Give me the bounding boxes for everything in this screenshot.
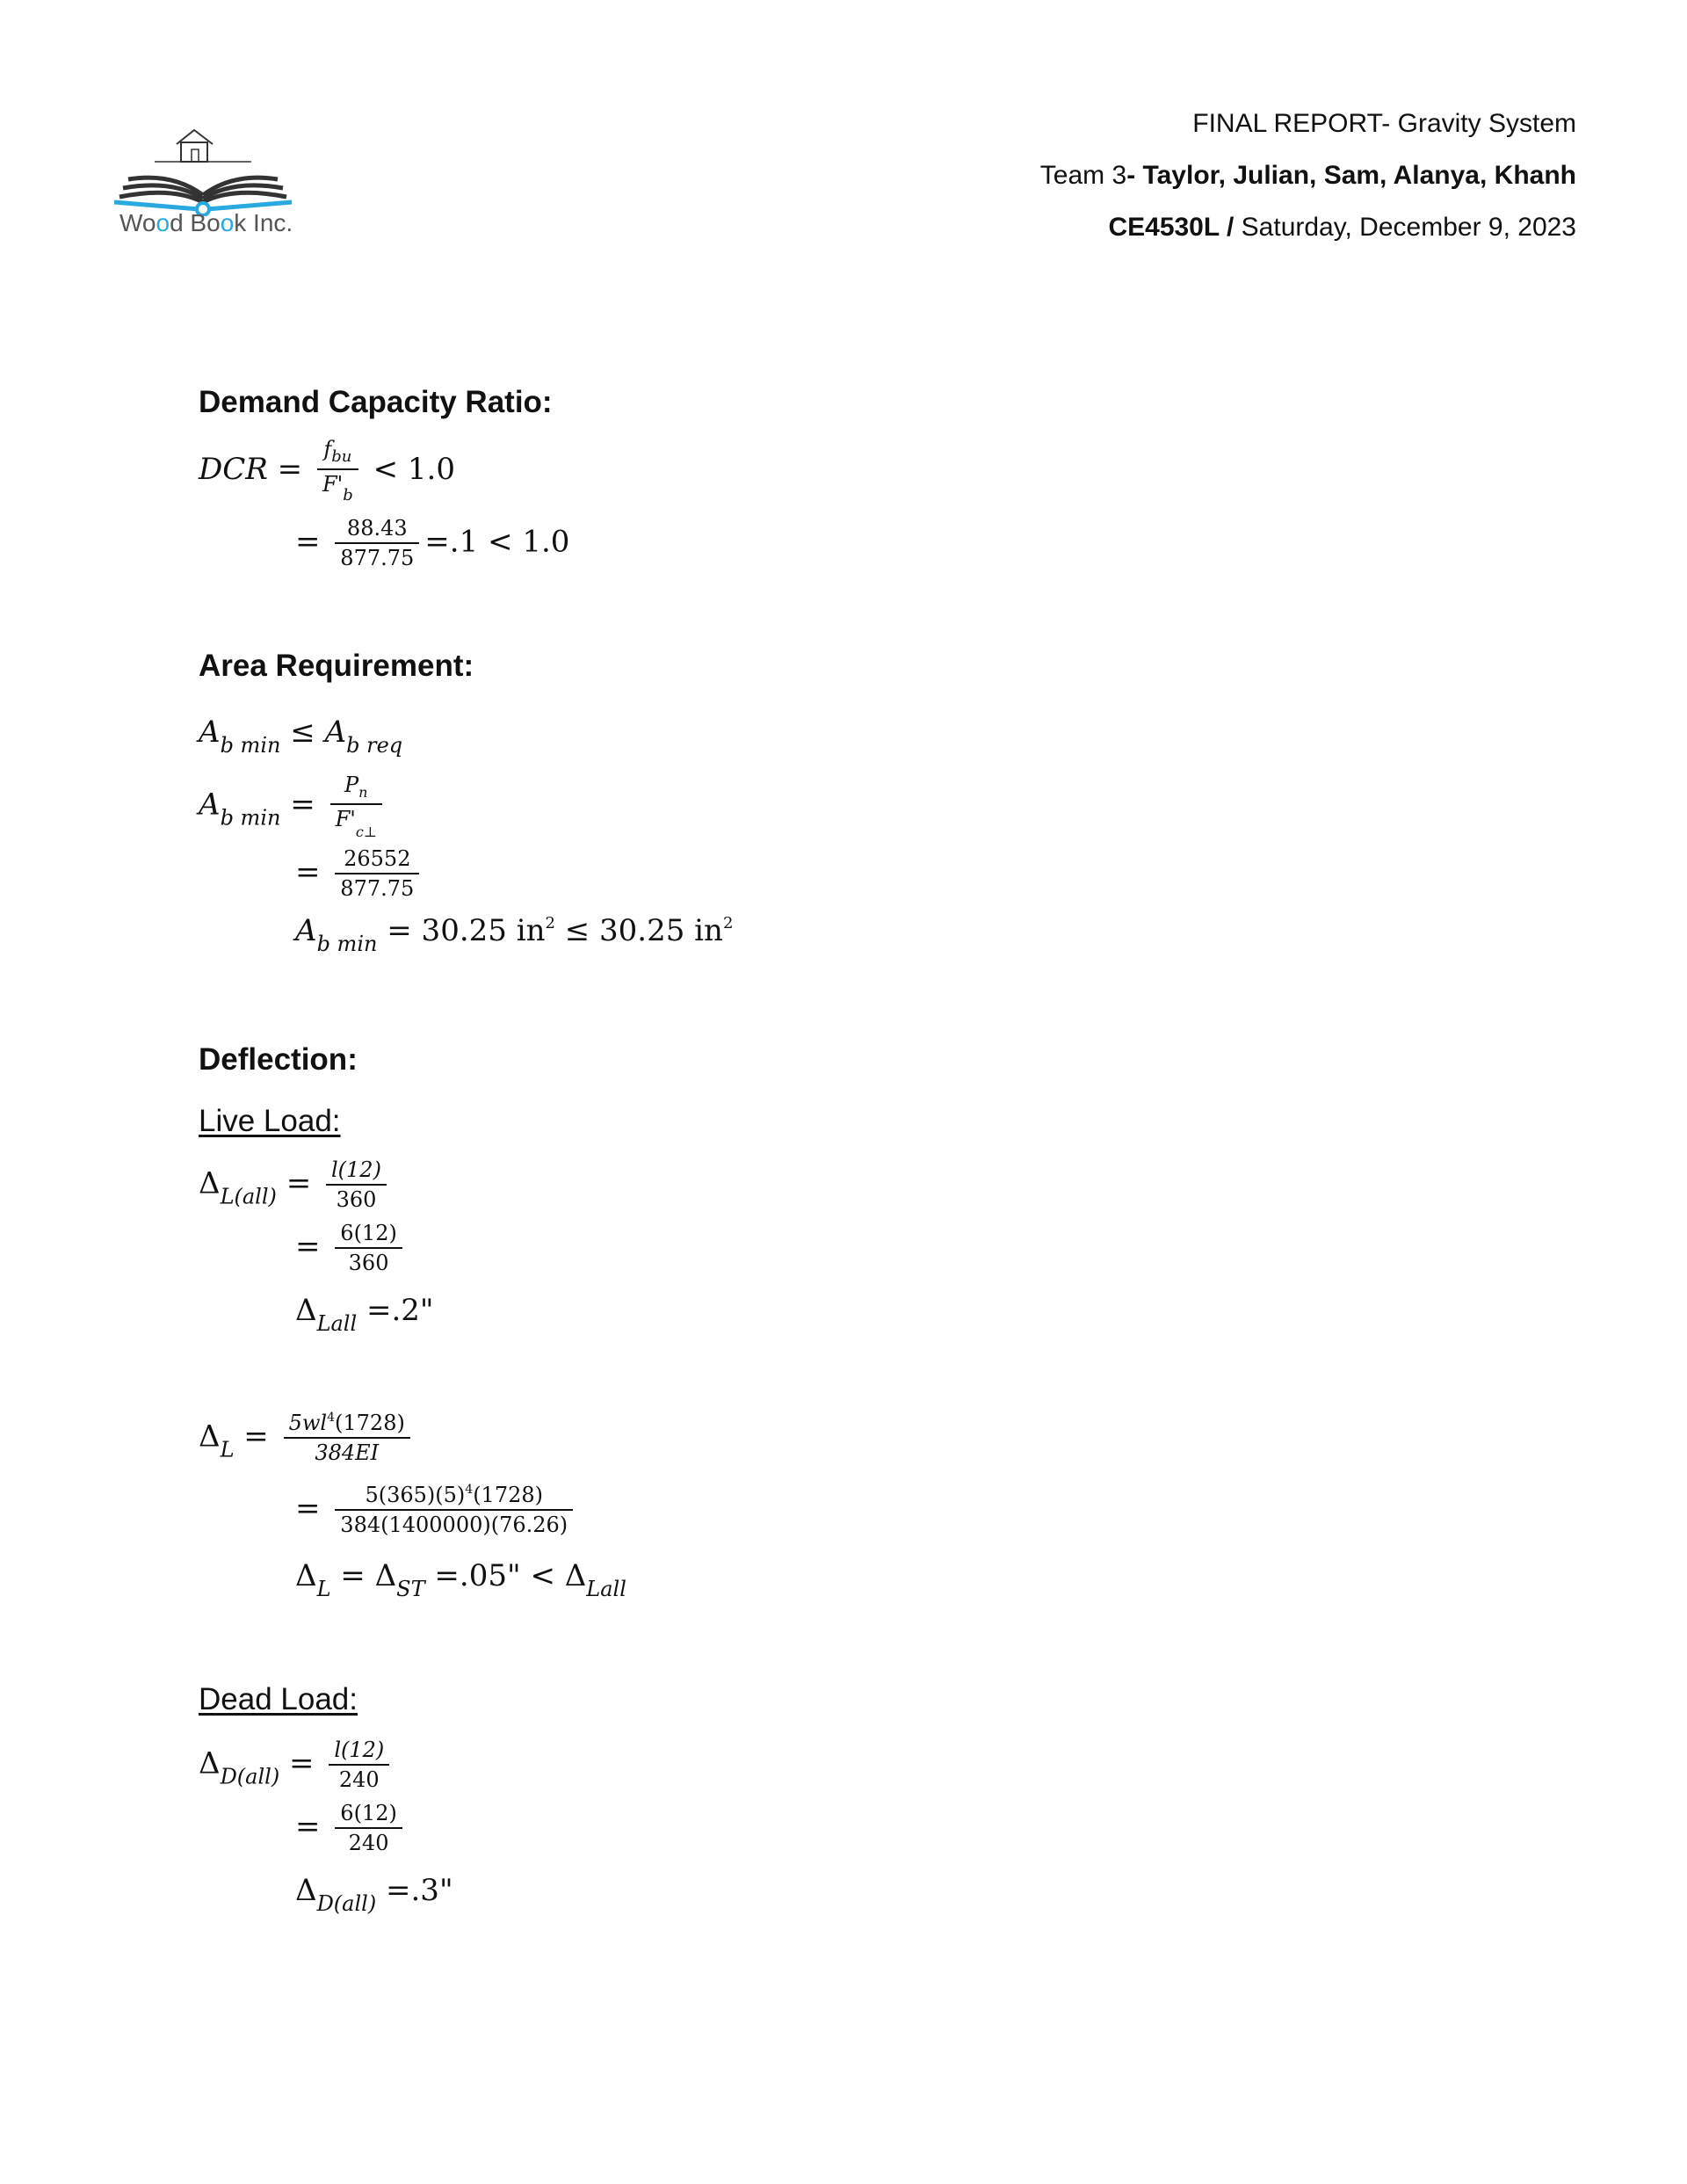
report-title: FINAL REPORT- Gravity System — [1192, 109, 1576, 138]
logo-text: Wood Book Inc. — [119, 209, 293, 236]
section-title-deflection: Deflection: — [199, 1042, 358, 1077]
live-allowable-formula: $\Delta_{L(all)}$ = $\frac{l(12)}{360}$ — [199, 1158, 392, 1212]
live-allowable-substitution: = $\frac{6(12)}{360}$ — [295, 1222, 408, 1275]
subsection-live-load: Live Load: — [199, 1104, 341, 1138]
section-title-area: Area Requirement: — [199, 649, 474, 683]
area-condition: $A_{b min} \le A_{b req}$ — [199, 715, 403, 758]
section-title-dcr: Demand Capacity Ratio: — [199, 385, 553, 419]
live-deflection-substitution: = $\frac{5(365)(5)^4(1728)}{384(1400000)(76.26)}$ — [295, 1484, 578, 1537]
live-deflection-formula: $\Delta_L$ = $\frac{5wl^4(1728)}{384EI}$ — [199, 1411, 416, 1465]
area-substitution: = $\frac{26552}{877.75}$ — [295, 847, 424, 901]
area-result: $A_{b min} = 30.25$ $in^2 \le 30.25$ $in^2$ — [295, 913, 734, 956]
dead-allowable-substitution: = $\frac{6(12)}{240}$ — [295, 1802, 408, 1855]
dcr-substitution: = $\frac{88.43}{877.75}$ =.1 < 1.0 — [295, 516, 570, 571]
open-book-house-logo-icon — [111, 111, 295, 216]
subsection-dead-load: Dead Load: — [199, 1682, 358, 1716]
course-date-line: CE4530L / Saturday, December 9, 2023 — [1108, 213, 1576, 242]
live-deflection-result: $\Delta_L = \Delta_{ST} =.05$" < $\Delta_{Lall}$ — [295, 1558, 626, 1601]
company-logo — [111, 111, 295, 243]
dcr-equation: DCR = $\frac{f_{bu}}{F'_b}$ < 1.0 — [199, 437, 455, 504]
team-line: Team 3- Taylor, Julian, Sam, Alanya, Khanh — [1039, 161, 1576, 190]
dead-allowable-formula: $\Delta_{D(all)}$ = $\frac{l(12)}{240}$ — [199, 1738, 395, 1792]
area-formula: $A_{b min}$ = $\frac{P_n}{F'_{c\perp}}$ — [199, 773, 387, 839]
live-allowable-result: $\Delta_{Lall} =.2$" — [295, 1293, 434, 1336]
dead-allowable-result: $\Delta_{D(all)} =.3$" — [295, 1873, 453, 1916]
